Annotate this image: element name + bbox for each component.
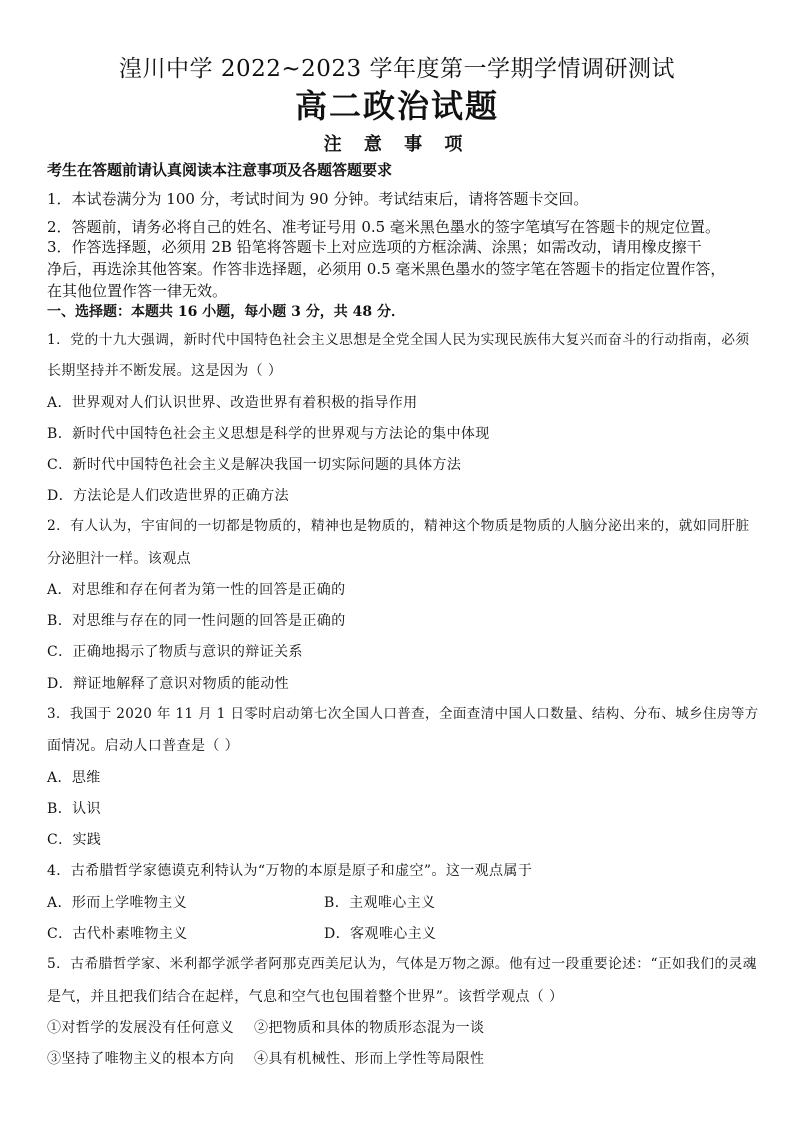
- question-2-option-a: A．对思维和存在何者为第一性的回答是正确的: [47, 582, 346, 598]
- question-2-option-b: B．对思维与存在的同一性问题的回答是正确的: [47, 613, 346, 629]
- question-3-option-c: C．实践: [47, 832, 102, 848]
- notice-item-3-cont: 净后，再选涂其他答案。作答非选择题，必须用 0.5 毫米黑色墨水的签字笔在答题卡的指定位置作答，: [47, 260, 726, 278]
- question-3-stem-line-1: 3．我国于 2020 年 11 月 1 日零时启动第七次全国人口普查，全面查清中国人口数量、结构、分布、城乡住房等方: [47, 706, 759, 722]
- question-1-option-b: B．新时代中国特色社会主义思想是科学的世界观与方法论的集中体现: [47, 426, 490, 442]
- question-5-stem-line-1: 5．古希腊哲学家、米利都学派学者阿那克西美尼认为，气体是万物之源。他有过一段重要论述：“正如我们的灵魂: [47, 956, 757, 972]
- school-exam-title: 湟川中学 2022~2023 学年度第一学期学情调研测试: [119, 56, 675, 82]
- question-5-statement-1: ①对哲学的发展没有任何意义: [47, 1020, 235, 1036]
- question-1-option-c: C．新时代中国特色社会主义是解决我国一切实际问题的具体方法: [47, 457, 462, 473]
- question-1-option-d: D．方法论是人们改造世界的正确方法: [47, 488, 290, 504]
- question-3-option-b: B．认识: [47, 801, 101, 817]
- question-2-option-c: C．正确地揭示了物质与意识的辩证关系: [47, 644, 303, 660]
- section-heading: 一、选择题：本题共 16 小题，每小题 3 分，共 48 分．: [47, 304, 405, 320]
- question-5-statement-4: ④具有机械性、形而上学性等局限性: [254, 1051, 485, 1067]
- notice-item-3-end: 在其他位置作答一律无效。: [47, 282, 228, 300]
- question-2-option-d: D．辩证地解释了意识对物质的能动性: [47, 676, 290, 692]
- question-5-statement-2: ②把物质和具体的物质形态混为一谈: [254, 1020, 485, 1036]
- question-5-stem-line-2: 是气，并且把我们结合在起样，气息和空气也包围着整个世界”。该哲学观点（ ）: [47, 989, 564, 1005]
- notice-heading: 注 意 事 项: [323, 134, 471, 155]
- notice-item-2: 2．答题前，请务必将自己的姓名、准考证号用 0.5 毫米黑色墨水的签字笔填写在答题卡的规定位置。: [47, 218, 720, 236]
- question-4-option-a: A．形而上学唯物主义: [47, 895, 188, 911]
- page-title: 高二政治试题: [294, 87, 499, 125]
- question-1-stem-line-2: 长期坚持并不断发展。这是因为（ ）: [47, 363, 283, 379]
- question-1-option-a: A．世界观对人们认识世界、改造世界有着积极的指导作用: [47, 395, 418, 411]
- question-5-statement-3: ③坚持了唯物主义的根本方向: [47, 1051, 235, 1067]
- question-4-option-c: C．古代朴素唯物主义: [47, 926, 188, 942]
- question-2-stem-line-2: 分泌胆汁一样。该观点: [47, 551, 191, 567]
- notice-item-3: 3．作答选择题，必须用 2B 铅笔将答题卡上对应选项的方框涂满、涂黑；如需改动，请用橡皮擦干: [47, 238, 702, 256]
- notice-lead: 考生在答题前请认真阅读本注意事项及各题答题要求: [47, 161, 393, 179]
- question-1-stem-line-1: 1．党的十九大强调，新时代中国特色社会主义思想是全党全国人民为实现民族伟大复兴而奋斗的行动指南，必须: [47, 332, 750, 348]
- notice-item-1: 1．本试卷满分为 100 分，考试时间为 90 分钟。考试结束后，请将答题卡交回。: [47, 190, 589, 208]
- question-4-option-d: D．客观唯心主义: [324, 926, 437, 942]
- question-3-option-a: A．思维: [47, 770, 101, 786]
- question-4-stem: 4．古希腊哲学家德谟克利特认为“万物的本原是原子和虚空”。这一观点属于: [47, 863, 533, 879]
- question-2-stem-line-1: 2．有人认为，宇宙间的一切都是物质的，精神也是物质的，精神这个物质是物质的人脑分泌出来的，就如同肝脏: [47, 518, 750, 534]
- question-4-option-b: B．主观唯心主义: [324, 895, 436, 911]
- question-3-stem-line-2: 面情况。启动人口普查是（ ）: [47, 738, 240, 754]
